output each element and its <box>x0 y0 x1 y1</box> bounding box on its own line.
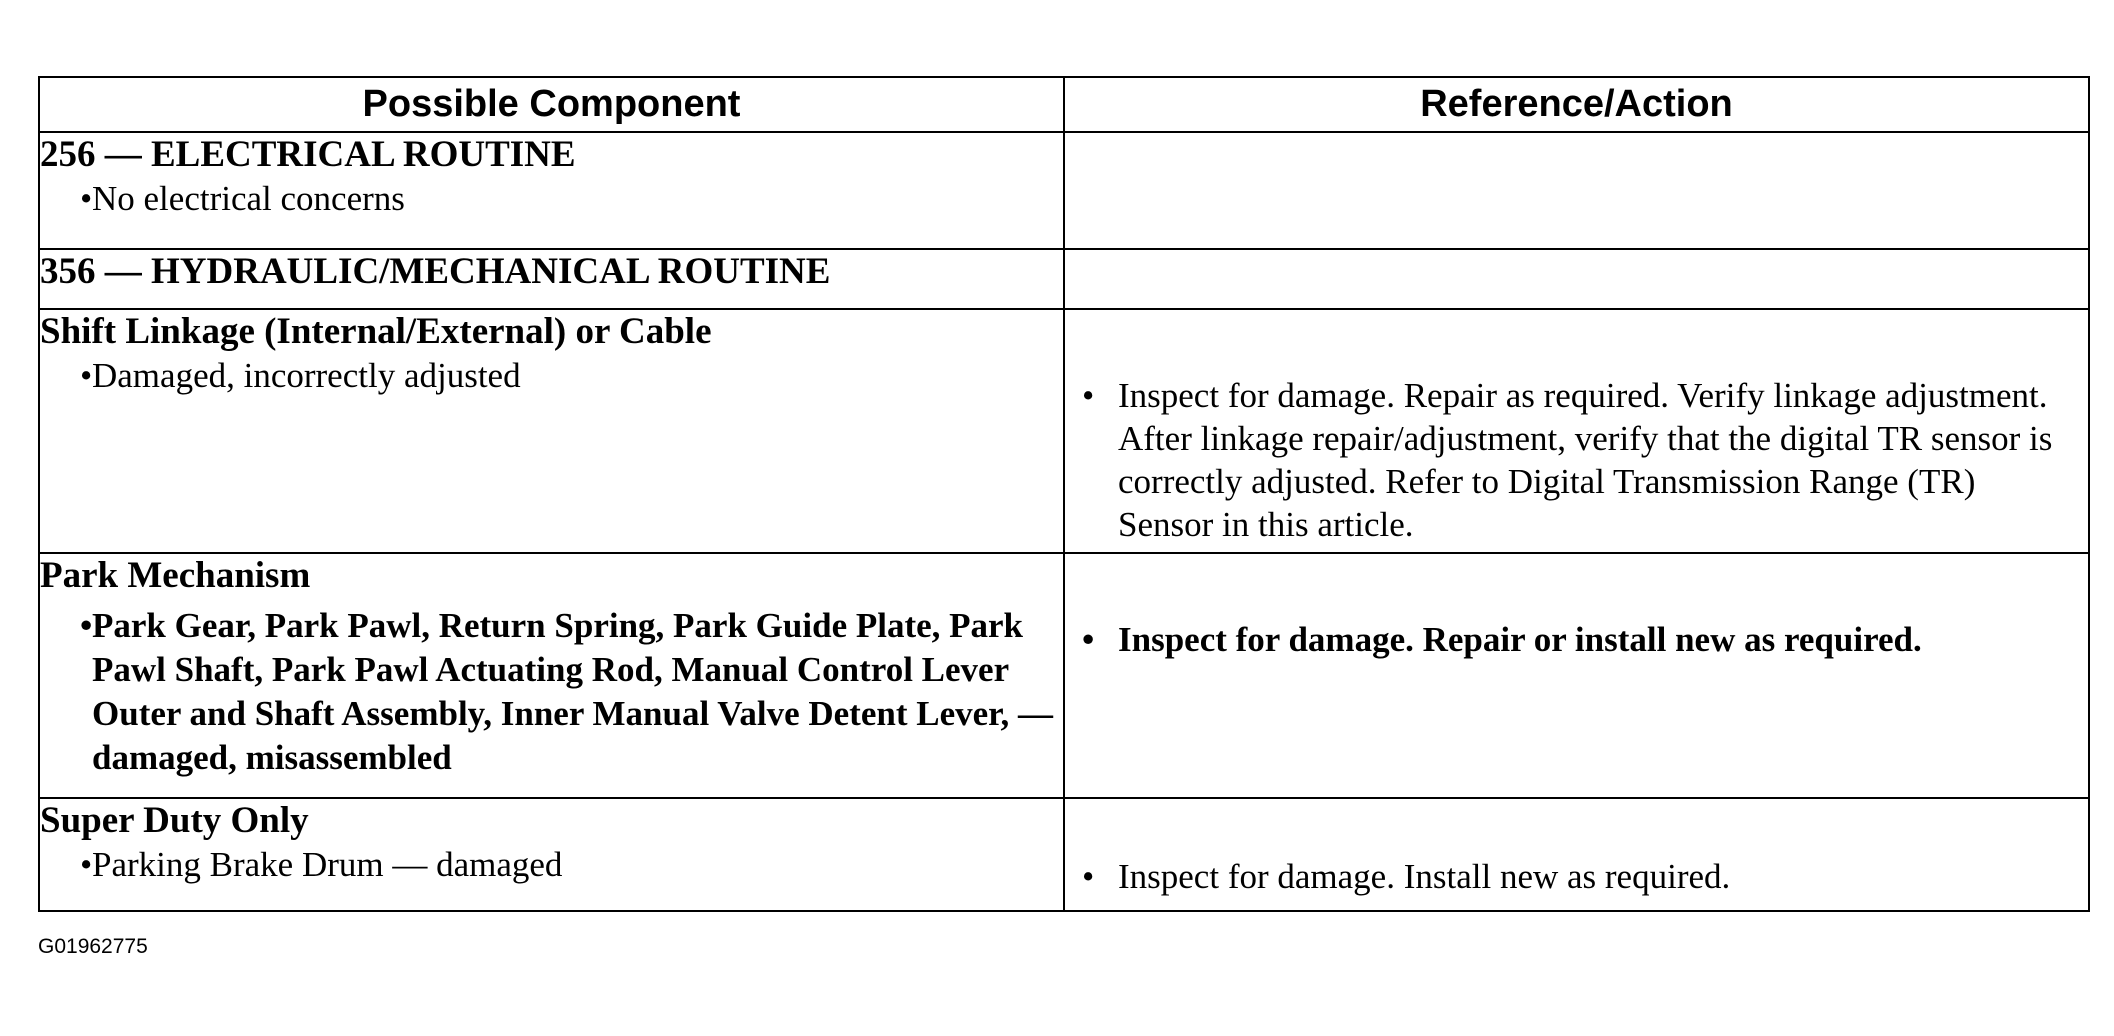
table-row <box>39 132 2089 249</box>
component-bullet <box>40 177 1063 221</box>
bullet-icon: • <box>80 179 93 218</box>
row-title: 256 — ELECTRICAL ROUTINE <box>40 134 576 175</box>
row-title: Park Mechanism <box>40 555 311 596</box>
diagnosis-table-container <box>38 76 2088 912</box>
component-cell <box>39 553 1064 798</box>
component-text: Damaged, incorrectly adjusted <box>92 356 521 395</box>
action-cell <box>1064 553 2089 798</box>
diagnosis-table <box>38 76 2090 912</box>
action-bullet <box>1065 554 2088 667</box>
component-text: Park Gear, Park Pawl, Return Spring, Park Guide Plate, Park Pawl Shaft, Park Pawl Actuating Rod, Manual Control Lever Outer and Shaft Assembly, Inner Manual Valve Detent Lever, — damaged, misassembled <box>92 606 1053 777</box>
component-cell <box>39 309 1064 553</box>
action-cell <box>1064 798 2089 911</box>
component-bullet <box>40 843 1063 887</box>
component-bullet <box>40 354 1063 398</box>
bullet-icon: • <box>1082 857 1095 896</box>
component-cell <box>39 132 1064 249</box>
row-title: Shift Linkage (Internal/External) or Cable <box>40 311 712 352</box>
row-title: 356 — HYDRAULIC/MECHANICAL ROUTINE <box>40 251 831 292</box>
component-text: Parking Brake Drum — damaged <box>92 845 563 884</box>
component-text: No electrical concerns <box>92 179 405 218</box>
table-row <box>39 798 2089 911</box>
figure-id: G01962775 <box>38 935 148 958</box>
component-bullet <box>40 598 1063 780</box>
row-title: Super Duty Only <box>40 800 309 841</box>
column-header-action: Reference/Action <box>1064 77 2089 132</box>
column-header-component: Possible Component <box>39 77 1064 132</box>
action-bullet <box>1065 310 2088 552</box>
component-cell <box>39 798 1064 911</box>
action-text: Inspect for damage. Repair or install new as required. <box>1118 620 1922 659</box>
bullet-icon: • <box>80 845 93 884</box>
table-header-row <box>39 77 2089 132</box>
action-text: Inspect for damage. Repair as required. Verify linkage adjustment. After linkage repair/adjustment, verify that the digital TR sensor is correctly adjusted. Refer to Digital Transmission Range (TR) Sensor in this article. <box>1118 376 2053 544</box>
action-cell <box>1064 309 2089 553</box>
bullet-icon: • <box>80 356 93 395</box>
bullet-icon: • <box>1082 620 1095 659</box>
table-row <box>39 553 2089 798</box>
component-cell <box>39 249 1064 309</box>
bullet-icon: • <box>80 606 93 645</box>
action-cell <box>1064 132 2089 249</box>
bullet-icon: • <box>1082 376 1095 415</box>
table-row <box>39 309 2089 553</box>
action-text: Inspect for damage. Install new as required. <box>1118 857 1731 896</box>
action-bullet <box>1065 799 2088 904</box>
table-row <box>39 249 2089 309</box>
action-cell <box>1064 249 2089 309</box>
